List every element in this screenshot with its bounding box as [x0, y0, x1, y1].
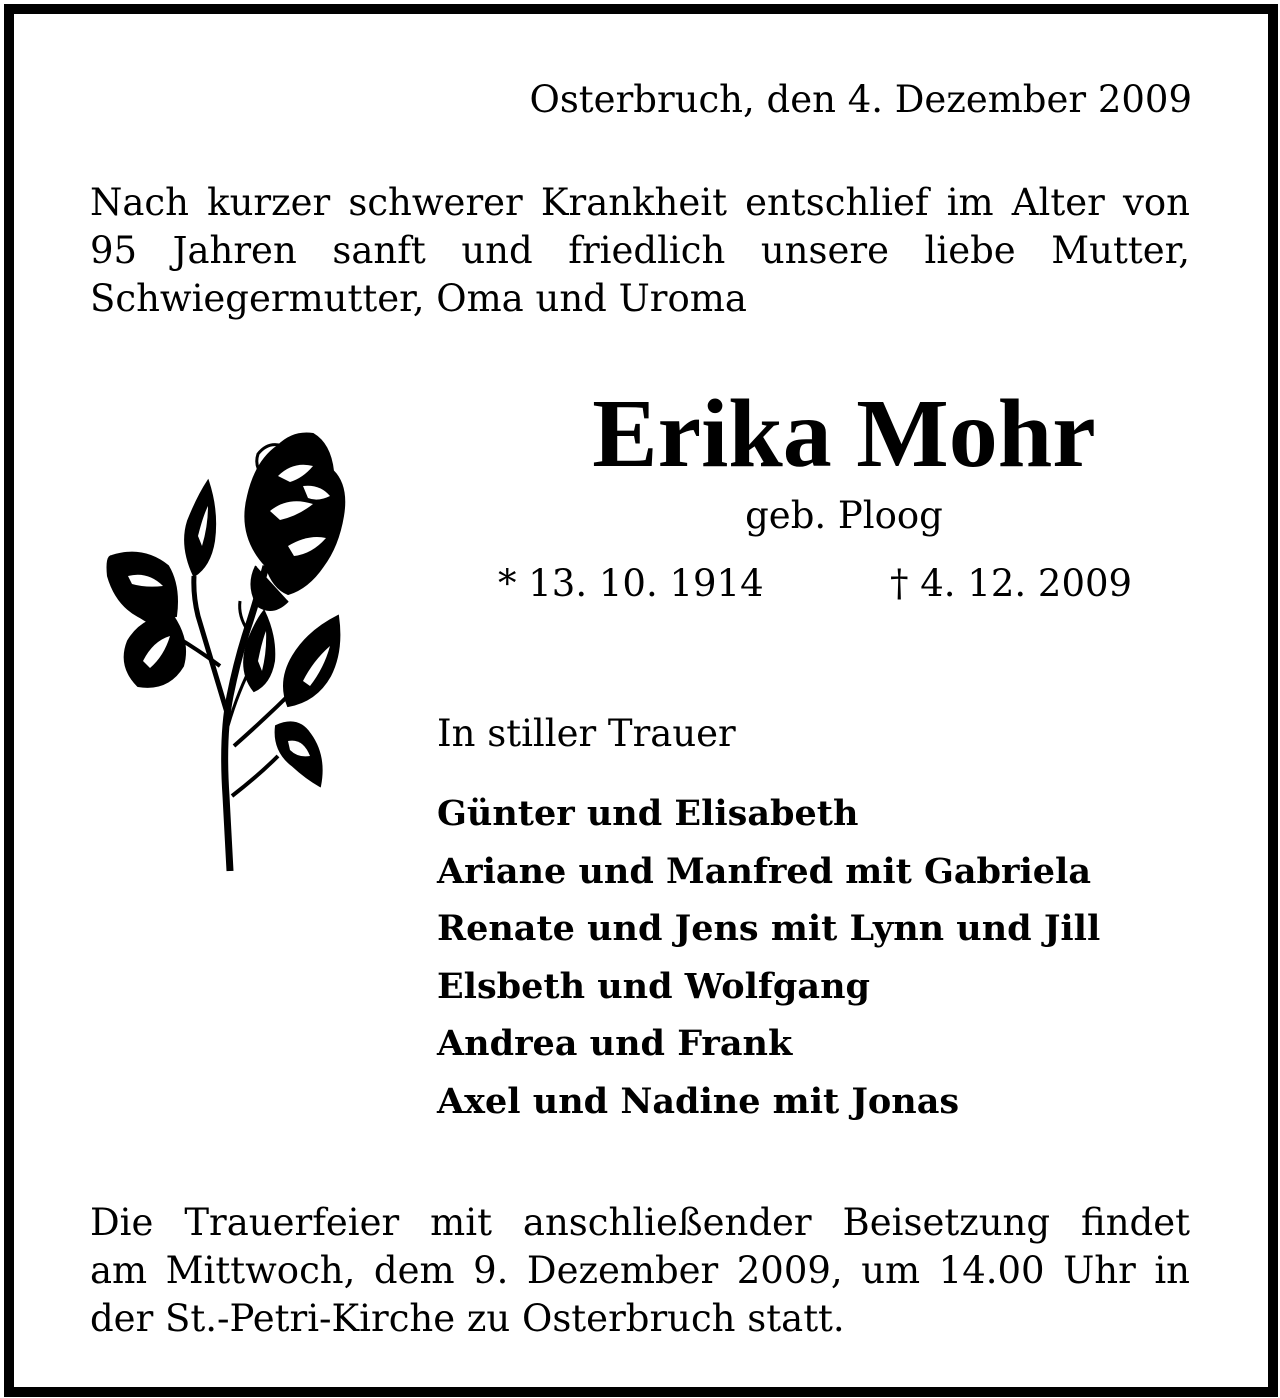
mourners-list	[437, 785, 1100, 1131]
intro-line: 95 Jahren sanft und friedlich unsere liebe Mutter,	[90, 229, 1190, 272]
intro-line: Nach kurzer schwerer Krankheit entschlief im Alter von	[90, 181, 1190, 224]
birth-date: * 13. 10. 1914	[498, 562, 764, 605]
maiden-name: geb. Ploog	[745, 494, 943, 537]
death-date: † 4. 12. 2009	[890, 562, 1133, 605]
mourner-name: Elsbeth und Wolfgang	[437, 965, 870, 1007]
rose-icon	[98, 416, 358, 886]
funeral-line: Die Trauerfeier mit anschließender Beisetzung findet	[90, 1201, 1190, 1244]
deceased-name: Erika Mohr	[592, 380, 1096, 488]
mourner-name: Renate und Jens mit Lynn und Jill	[437, 908, 1101, 950]
mourner-name: Ariane und Manfred mit Gabriela	[437, 850, 1092, 892]
mourner-name: Axel und Nadine mit Jonas	[437, 1080, 960, 1122]
funeral-notice	[90, 1199, 1190, 1343]
funeral-line: der St.-Petri-Kirche zu Osterbruch statt.	[90, 1297, 845, 1340]
mourner-name: Günter und Elisabeth	[437, 793, 859, 834]
place-date: Osterbruch, den 4. Dezember 2009	[529, 78, 1192, 121]
mourning-heading: In stiller Trauer	[437, 712, 736, 755]
obituary-frame	[4, 4, 1278, 1397]
intro-text	[90, 179, 1190, 323]
funeral-line: am Mittwoch, dem 9. Dezember 2009, um 14.00 Uhr in	[90, 1249, 1190, 1292]
mourner-name: Andrea und Frank	[437, 1023, 793, 1065]
intro-line: Schwiegermutter, Oma und Uroma	[90, 277, 747, 320]
